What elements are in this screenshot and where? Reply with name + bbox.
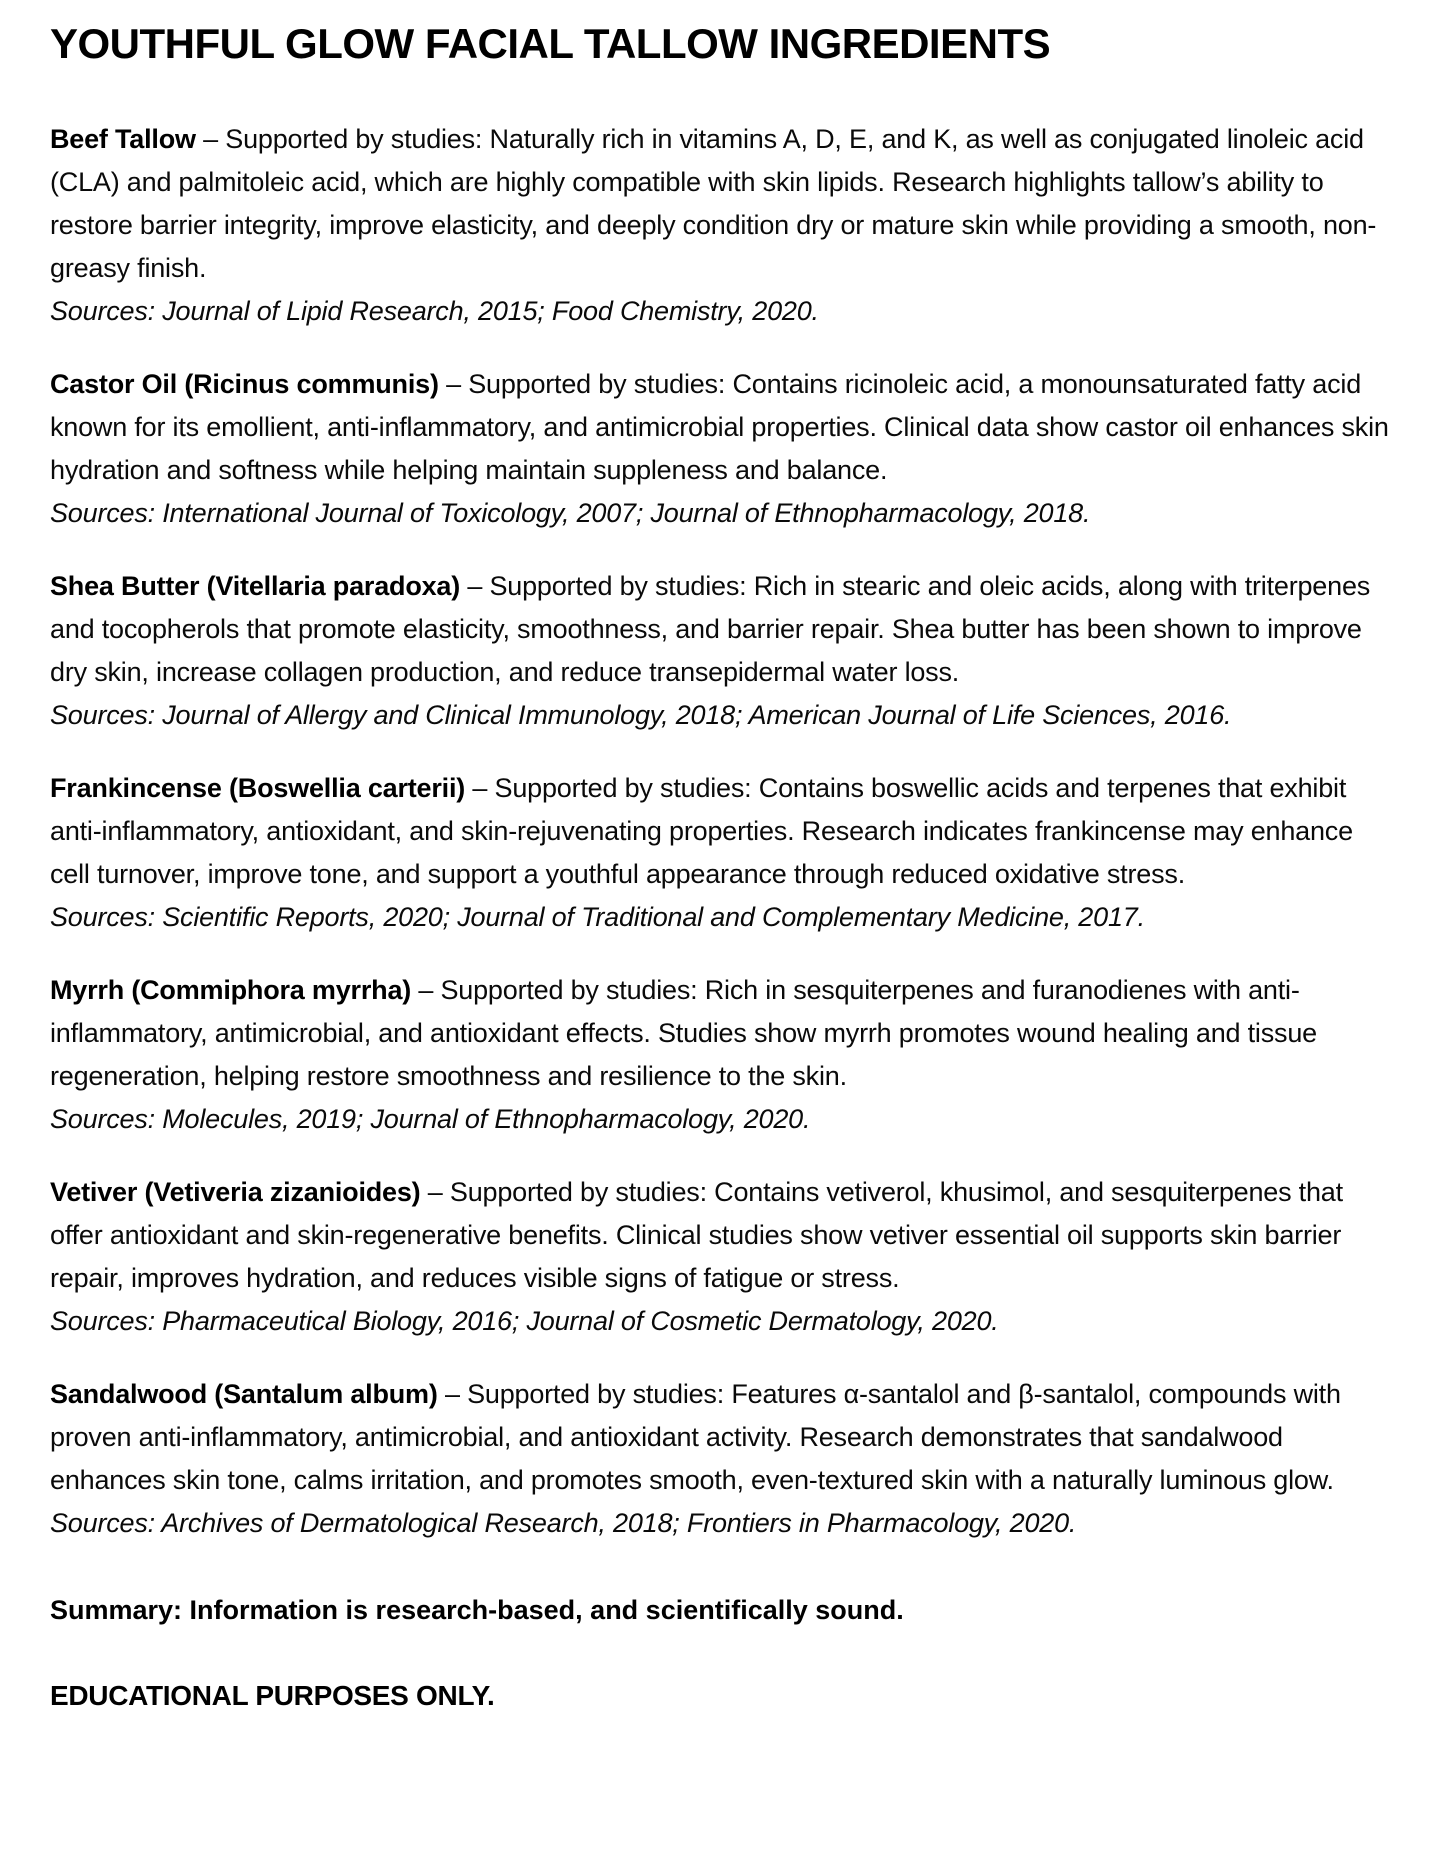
page-title: YOUTHFUL GLOW FACIAL TALLOW INGREDIENTS bbox=[50, 20, 1051, 67]
ingredient-name: Sandalwood (Santalum album) bbox=[50, 1379, 438, 1409]
ingredient-description bbox=[50, 363, 1397, 492]
ingredient-section-beef-tallow bbox=[50, 118, 1397, 333]
ingredient-description-text: – Supported by studies: Rich in stearic and oleic acids, along with triterpenes and tocopherols that promote elasticity, smoothness, and barrier repair. Shea butter has been shown to improve dry skin, increase collagen production, and reduce transepidermal water loss. bbox=[50, 571, 1371, 687]
ingredient-description-text: – Supported by studies: Contains vetiverol, khusimol, and sesquiterpenes that offer antioxidant and skin-regenerative benefits. Clinical studies show vetiver essential oil supports skin barrier repair, improves hydration, and reduces visible signs of fatigue or stress. bbox=[50, 1177, 1343, 1293]
ingredient-name: Frankincense (Boswellia carterii) bbox=[50, 773, 466, 803]
ingredient-description-text: – Supported by studies: Features α-santalol and β-santalol, compounds with proven anti-inflammatory, antimicrobial, and antioxidant activity. Research demonstrates that sandalwood enhances skin tone, calms irritation, and promotes smooth, even-textured skin with a naturally luminous glow. bbox=[50, 1379, 1341, 1495]
ingredient-sources: Sources: Molecules, 2019; Journal of Ethnopharmacology, 2020. bbox=[50, 1104, 811, 1134]
ingredient-description bbox=[50, 767, 1397, 896]
ingredient-sources: Sources: International Journal of Toxicology, 2007; Journal of Ethnopharmacology, 2018. bbox=[50, 498, 1091, 528]
ingredient-section-sandalwood bbox=[50, 1373, 1397, 1545]
ingredient-description-text: – Supported by studies: Contains ricinoleic acid, a monounsaturated fatty acid known for its emollient, anti-inflammatory, and antimicrobial properties. Clinical data show castor oil enhances skin hydration and softness while helping maintain suppleness and balance. bbox=[50, 369, 1389, 485]
ingredient-name: Beef Tallow bbox=[50, 124, 196, 154]
ingredient-description-text: – Supported by studies: Contains boswellic acids and terpenes that exhibit anti-inflammatory, antioxidant, and skin-rejuvenating properties. Research indicates frankincense may enhance cell turnover, improve tone, and support a youthful appearance through reduced oxidative stress. bbox=[50, 773, 1353, 889]
ingredient-description-text: – Supported by studies: Naturally rich in vitamins A, D, E, and K, as well as conjugated linoleic acid (CLA) and palmitoleic acid, which are highly compatible with skin lipids. Research highlights tallow’s ability to restore barrier integrity, improve elasticity, and deeply condition dry or mature skin while providing a smooth, non-greasy finish. bbox=[50, 124, 1377, 283]
ingredient-sources: Sources: Archives of Dermatological Research, 2018; Frontiers in Pharmacology, 2020. bbox=[50, 1508, 1077, 1538]
ingredient-sources: Sources: Pharmaceutical Biology, 2016; Journal of Cosmetic Dermatology, 2020. bbox=[50, 1306, 999, 1336]
ingredient-name: Myrrh (Commiphora myrrha) bbox=[50, 975, 412, 1005]
ingredient-section-frankincense bbox=[50, 767, 1397, 939]
ingredient-description bbox=[50, 1373, 1397, 1502]
ingredient-name: Shea Butter (Vitellaria paradoxa) bbox=[50, 571, 461, 601]
ingredient-description bbox=[50, 1171, 1397, 1300]
ingredient-section-castor-oil bbox=[50, 363, 1397, 535]
ingredient-sources: Sources: Journal of Lipid Research, 2015; Food Chemistry, 2020. bbox=[50, 296, 819, 326]
ingredient-description bbox=[50, 565, 1397, 694]
ingredient-section-myrrh bbox=[50, 969, 1397, 1141]
disclaimer-footer: EDUCATIONAL PURPOSES ONLY. bbox=[50, 1680, 495, 1711]
ingredient-sources: Sources: Scientific Reports, 2020; Journal of Traditional and Complementary Medicine, 2017. bbox=[50, 902, 1145, 932]
ingredient-name: Castor Oil (Ricinus communis) bbox=[50, 369, 439, 399]
ingredient-name: Vetiver (Vetiveria zizanioides) bbox=[50, 1177, 421, 1207]
ingredient-description-text: – Supported by studies: Rich in sesquiterpenes and furanodienes with anti-inflammatory, antimicrobial, and antioxidant effects. Studies show myrrh promotes wound healing and tissue regeneration, helping restore smoothness and resilience to the skin. bbox=[50, 975, 1317, 1091]
ingredient-sources: Sources: Journal of Allergy and Clinical Immunology, 2018; American Journal of Life Sciences, 2016. bbox=[50, 700, 1232, 730]
ingredient-section-shea-butter bbox=[50, 565, 1397, 737]
summary-statement: Summary: Information is research-based, and scientifically sound. bbox=[50, 1595, 904, 1625]
ingredient-description bbox=[50, 118, 1397, 290]
ingredient-description bbox=[50, 969, 1397, 1098]
ingredient-section-vetiver bbox=[50, 1171, 1397, 1343]
